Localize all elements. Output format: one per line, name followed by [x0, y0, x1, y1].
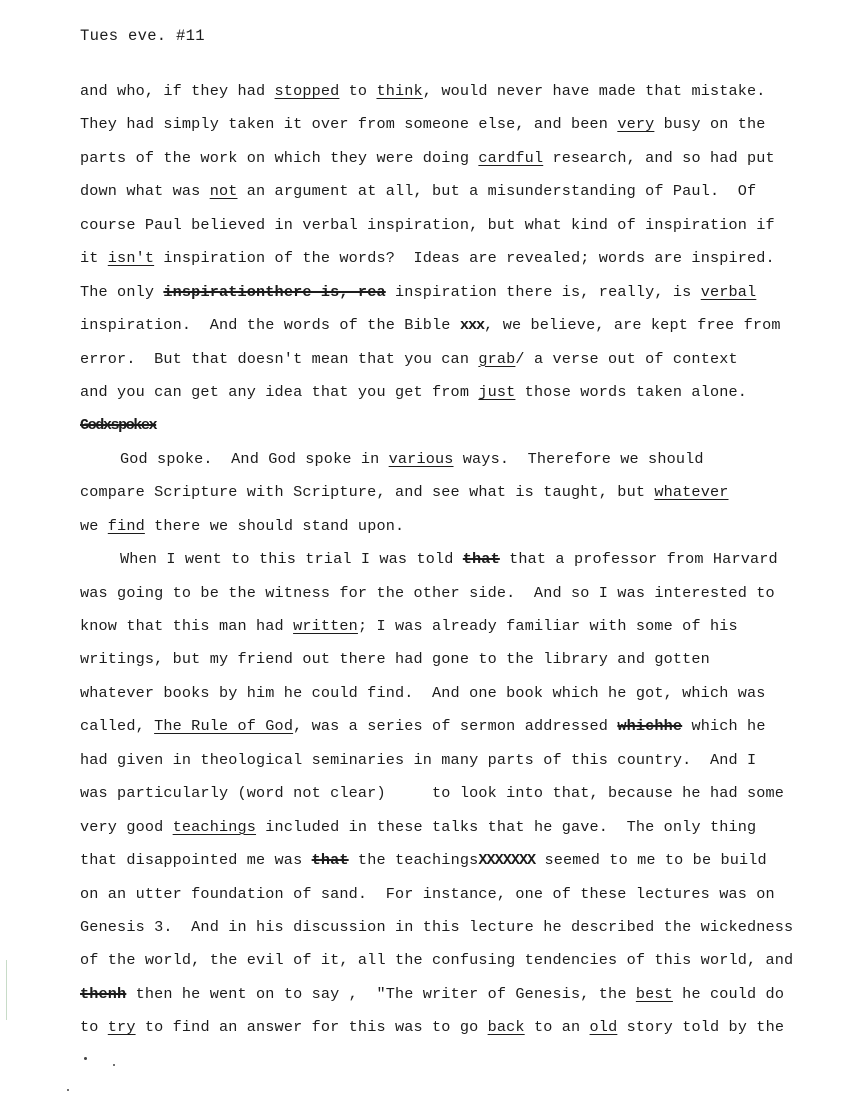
text-run: was going to be the witness for the other side. And so I was interested to [80, 583, 775, 602]
struck-text: that [462, 550, 500, 569]
text-line [80, 145, 775, 178]
text-line [80, 513, 740, 546]
text-run: know that this man had [80, 617, 294, 635]
text-run: They had simply taken it over from someone else, and been [80, 115, 618, 134]
text-line [80, 312, 781, 345]
text-run: seemed to me to be build [535, 851, 767, 870]
text-line [80, 279, 757, 312]
text-run: to an [524, 1018, 590, 1037]
text-run: had given in theological seminaries in many parts of this country. And I [80, 750, 757, 769]
text-line [80, 178, 757, 211]
text-run: which he [682, 717, 766, 736]
text-run: , we believe, are kept free from [484, 316, 781, 335]
underlined-word: cardful [478, 148, 544, 167]
underlined-word: best [635, 984, 673, 1003]
text-line [80, 947, 794, 980]
scan-speck [113, 1064, 115, 1066]
underlined-word: isn't [107, 249, 155, 268]
text-line [80, 914, 794, 947]
text-line [80, 680, 766, 713]
text-line [80, 646, 740, 679]
text-run: ways. Therefore we should [453, 449, 704, 468]
text-run: to [339, 82, 377, 100]
text-run: and you can get any idea that you get from [80, 382, 479, 401]
struck-heading: Godxspokex [80, 416, 157, 435]
text-run: that disappointed me was [80, 851, 312, 870]
underlined-word: think [376, 82, 423, 100]
text-run: God spoke. And God spoke in [120, 449, 389, 468]
text-run: of the world, the evil of it, all the confusing tendencies of this world, and [80, 951, 794, 970]
text-line [80, 881, 775, 914]
scan-speck [84, 1057, 87, 1060]
text-line [80, 446, 740, 479]
document-body [80, 78, 794, 1048]
text-line [80, 546, 778, 579]
text-run: that a professor from Harvard [499, 550, 778, 569]
underlined-word: back [487, 1018, 525, 1037]
text-run: those words taken alone. [515, 382, 748, 401]
text-line [80, 346, 740, 379]
text-run: course Paul believed in verbal inspiration, but what kind of inspiration if [80, 215, 775, 234]
text-line [80, 981, 785, 1014]
underlined-word: find [107, 516, 145, 535]
struck-text: that [311, 851, 349, 870]
text-run: then he went on to say , "The writer of Genesis, the [126, 984, 636, 1003]
text-run: on an utter foundation of sand. For instance, one of these lectures was on [80, 884, 775, 903]
text-line [80, 780, 785, 813]
text-line [80, 412, 740, 445]
text-run: inspiration there is, really, is [385, 282, 701, 301]
text-run: there we should stand upon. [144, 516, 405, 535]
text-run: and who, if they had [80, 82, 275, 100]
text-run: , was a series of sermon addressed [293, 717, 618, 736]
underlined-word: verbal [700, 282, 757, 301]
scan-speck [67, 1089, 69, 1091]
margin-mark [6, 960, 7, 1020]
text-run: error. But that doesn't mean that you can [80, 349, 479, 368]
underlined-word: stopped [274, 82, 340, 100]
text-run: called, [80, 717, 155, 736]
text-run: compare Scripture with Scripture, and see what is taught, but [80, 483, 655, 502]
text-line [80, 78, 766, 111]
text-run: parts of the work on which they were doing [80, 148, 479, 167]
text-run: very good [80, 817, 173, 836]
underlined-word: try [107, 1018, 136, 1037]
underlined-word: very [617, 115, 655, 134]
text-run: ; I was already familiar with some of his [357, 617, 738, 635]
text-run: was particularly (word not clear) to look into that, because he had some [80, 784, 785, 803]
overtyped-text: XXXXXXX [478, 851, 536, 870]
text-line [80, 747, 757, 780]
underlined-word: written [293, 617, 358, 635]
text-run: Genesis 3. And in his discussion in this lecture he described the wickedness [80, 917, 794, 936]
page-header: Tues eve. #11 [80, 27, 205, 45]
text-line [80, 847, 767, 880]
text-run: we [80, 516, 108, 535]
underlined-word: The Rule of God [154, 717, 294, 736]
text-run: The only [80, 282, 164, 301]
text-run: story told by the [617, 1018, 785, 1037]
underlined-word: not [209, 182, 238, 201]
text-line [80, 814, 757, 847]
text-line [80, 580, 775, 613]
text-run: / a verse out of context [515, 349, 738, 368]
text-run: inspiration of the words? Ideas are revealed; words are inspired. [154, 249, 775, 268]
text-line [80, 111, 766, 144]
text-run: inspiration. And the words of the Bible [80, 316, 460, 335]
text-run: it [80, 249, 108, 268]
text-run: an argument at all, but a misunderstanding of Paul. Of [237, 182, 757, 201]
text-run: When I went to this trial I was told [120, 550, 463, 569]
text-line [80, 379, 748, 412]
text-line [80, 713, 766, 746]
text-run: research, and so had put [543, 148, 775, 167]
underlined-word: various [388, 449, 454, 468]
underlined-word: grab [478, 349, 516, 368]
text-run: whatever books by him he could find. And one book which he got, which was [80, 683, 766, 702]
text-run: busy on the [654, 115, 766, 134]
text-run: to find an answer for this was to go [135, 1018, 488, 1037]
text-line [80, 479, 740, 512]
overtyped-text: xxx [459, 316, 485, 335]
text-line [80, 245, 775, 278]
underlined-word: whatever [654, 483, 729, 502]
text-line [80, 1014, 785, 1047]
text-run: the teachings [348, 851, 479, 870]
text-run: he could do [672, 984, 785, 1003]
struck-text: whichhe [617, 717, 683, 736]
underlined-word: just [478, 382, 516, 401]
text-run: , would never have made that mistake. [422, 82, 766, 100]
text-run: included in these talks that he gave. The only thing [256, 817, 757, 836]
text-run: writings, but my friend out there had gone to the library and gotten [80, 650, 710, 669]
struck-text: inspirationthere is, rea [163, 282, 386, 301]
underlined-word: teachings [172, 817, 257, 836]
struck-text: thenh [80, 984, 127, 1003]
text-line [80, 613, 740, 646]
underlined-word: old [589, 1018, 618, 1037]
text-run: down what was [80, 182, 210, 201]
text-run: to [80, 1018, 108, 1037]
text-line [80, 212, 775, 245]
